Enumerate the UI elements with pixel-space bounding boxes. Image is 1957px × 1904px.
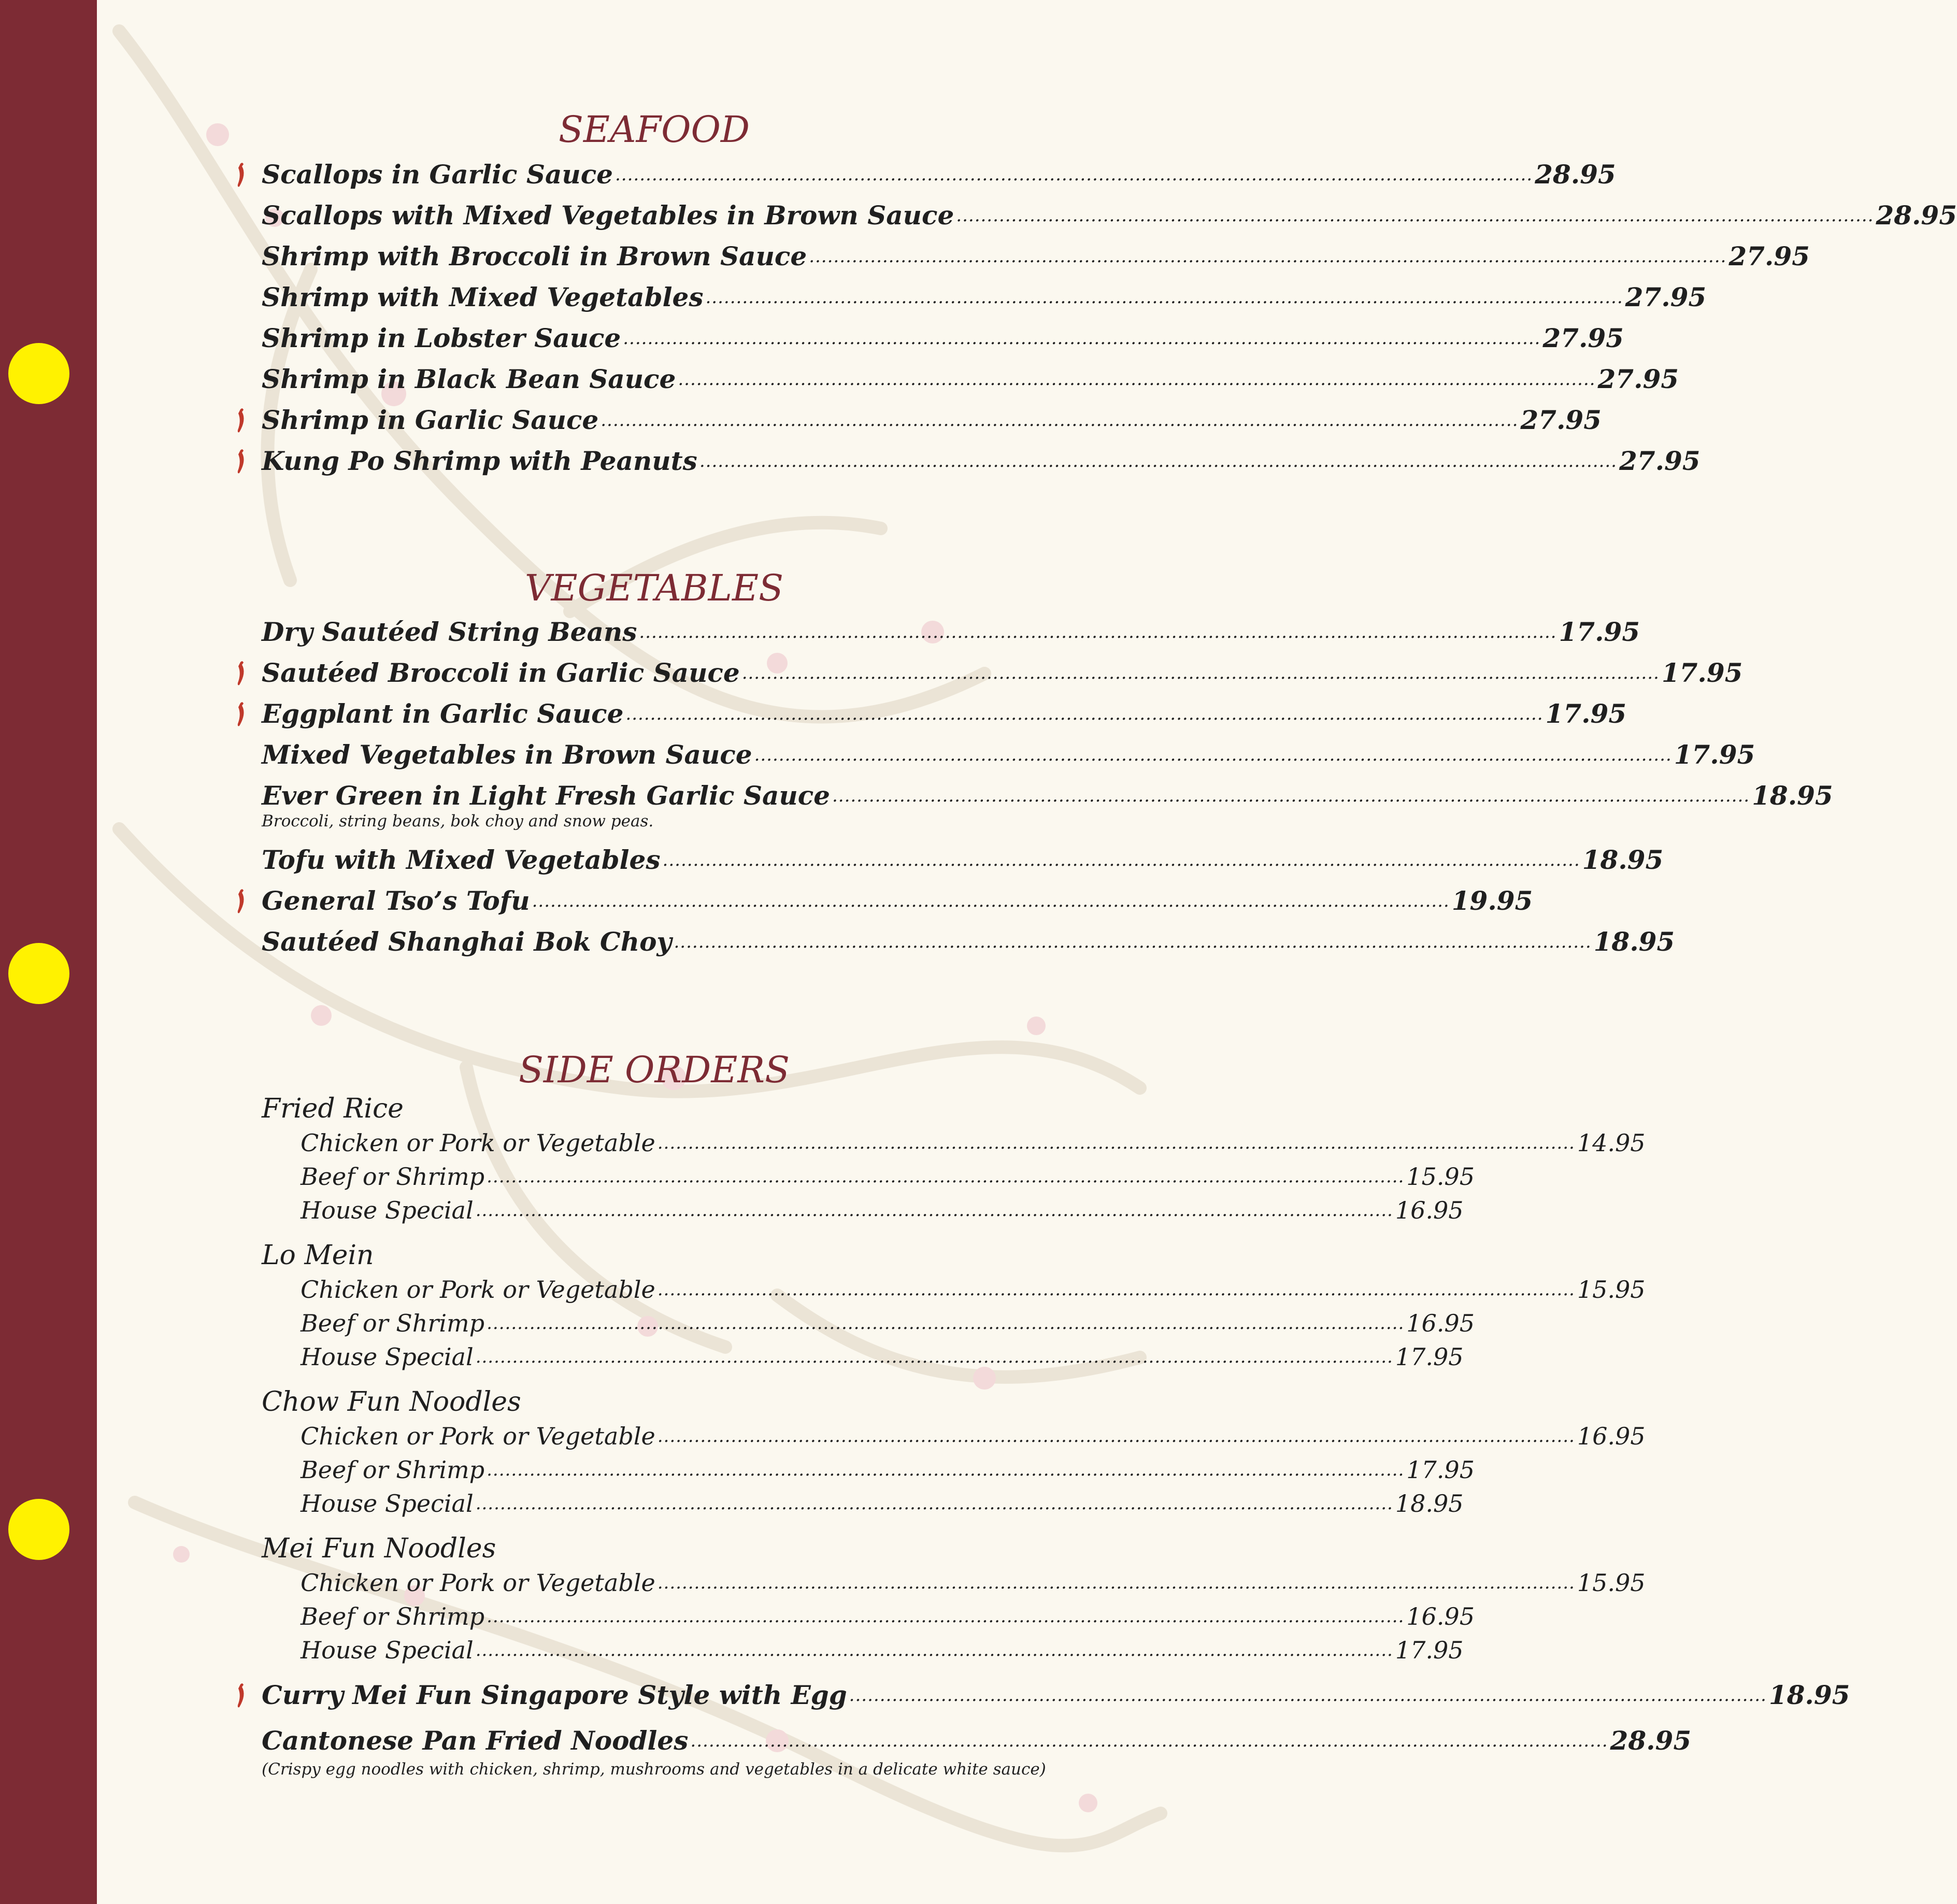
menu-item [301, 1485, 1464, 1522]
leader-dots: ...................................................................................................................................................... [487, 1166, 1405, 1187]
item-price: 17.95 [1395, 1343, 1464, 1371]
section-heading: SEAFOOD [558, 108, 750, 151]
section-heading: SIDE ORDERS [518, 1049, 790, 1091]
leader-dots: ...................................................................................................................................................... [475, 1640, 1393, 1660]
item-name: Tofu with Mixed Vegetables [262, 844, 661, 875]
item-name: Scallops with Mixed Vegetables in Brown Sauce [262, 200, 954, 231]
item-name: Beef or Shrimp [301, 1602, 485, 1630]
leader-dots: ...................................................................................................................................................... [487, 1606, 1405, 1627]
item-name: Sautéed Broccoli in Garlic Sauce [262, 657, 740, 688]
item-name: Beef or Shrimp [301, 1456, 485, 1484]
leader-dots: ...................................................................................................................................................... [657, 1572, 1575, 1593]
menu-item [262, 197, 1957, 234]
menu-item [301, 1565, 1646, 1601]
item-name: Curry Mei Fun Singapore Style with Egg [262, 1680, 847, 1710]
leader-dots: ...................................................................................................................................................... [754, 745, 1672, 765]
menu-item [262, 156, 1616, 193]
item-price: 18.95 [1593, 926, 1675, 957]
menu-item [262, 778, 1833, 814]
leader-dots: ...................................................................................................................................................... [678, 369, 1596, 390]
menu-item [262, 443, 1701, 479]
leader-dots: ...................................................................................................................................................... [956, 205, 1874, 226]
menu-item [262, 361, 1679, 397]
leader-dots: ...................................................................................................................................................... [639, 622, 1557, 642]
chili-pepper-icon [233, 448, 249, 475]
menu-item [262, 320, 1624, 356]
item-name: Sautéed Shanghai Bok Choy [262, 926, 672, 957]
item-name: Shrimp with Broccoli in Brown Sauce [262, 241, 807, 271]
item-description: (Crispy egg noodles with chicken, shrimp, mushrooms and vegetables in a delicate white sauce) [262, 1760, 1046, 1779]
item-price: 15.95 [1577, 1276, 1646, 1304]
item-name: Chicken or Pork or Vegetable [301, 1276, 655, 1304]
menu-item [301, 1632, 1464, 1668]
item-name: Ever Green in Light Fresh Garlic Sauce [262, 780, 830, 811]
leader-dots: ...................................................................................................................................................... [601, 410, 1519, 431]
leader-dots: ...................................................................................................................................................... [475, 1200, 1393, 1221]
chili-pepper-icon [233, 1682, 249, 1709]
leader-dots: ...................................................................................................................................................... [532, 891, 1450, 911]
item-name: Chicken or Pork or Vegetable [301, 1569, 655, 1597]
menu-item [262, 842, 1664, 878]
chili-pepper-icon [233, 407, 249, 434]
menu-item [262, 238, 1810, 275]
side-category: Lo Mein [262, 1240, 374, 1271]
menu-item [301, 1192, 1464, 1228]
item-price: 17.95 [1559, 617, 1640, 647]
side-category: Fried Rice [262, 1093, 404, 1124]
leader-dots: ...................................................................................................................................................... [657, 1279, 1575, 1300]
leader-dots: ...................................................................................................................................................... [690, 1730, 1608, 1751]
item-price: 18.95 [1582, 844, 1664, 875]
item-price: 27.95 [1729, 241, 1810, 271]
leader-dots: ...................................................................................................................................................... [657, 1426, 1575, 1447]
item-name: Chicken or Pork or Vegetable [301, 1422, 655, 1450]
item-price: 18.95 [1768, 1680, 1850, 1710]
item-name: Dry Sautéed String Beans [262, 617, 637, 647]
item-price: 28.95 [1876, 200, 1957, 231]
leader-dots: ...................................................................................................................................................... [625, 704, 1544, 724]
item-description: Broccoli, string beans, bok choy and snow peas. [262, 812, 654, 831]
menu-item [262, 924, 1675, 960]
item-price: 16.95 [1577, 1422, 1646, 1450]
menu-item [301, 1418, 1646, 1454]
leader-dots: ...................................................................................................................................................... [475, 1493, 1393, 1514]
item-price: 27.95 [1520, 405, 1602, 435]
item-price: 17.95 [1406, 1456, 1475, 1484]
chili-pepper-icon [233, 162, 249, 189]
leader-dots: ...................................................................................................................................................... [623, 328, 1541, 349]
item-price: 17.95 [1674, 739, 1755, 770]
item-name: House Special [301, 1636, 474, 1664]
item-name: Shrimp with Mixed Vegetables [262, 282, 704, 312]
menu-item [301, 1305, 1475, 1341]
item-price: 16.95 [1395, 1196, 1464, 1224]
item-name: Beef or Shrimp [301, 1163, 485, 1191]
item-name: House Special [301, 1490, 474, 1518]
item-price: 17.95 [1545, 698, 1627, 729]
item-price: 19.95 [1451, 885, 1533, 916]
menu-item [301, 1271, 1646, 1308]
item-name: Shrimp in Black Bean Sauce [262, 364, 676, 394]
side-category: Mei Fun Noodles [262, 1533, 496, 1564]
item-price: 16.95 [1406, 1309, 1475, 1337]
menu-item [262, 696, 1627, 732]
leader-dots: ...................................................................................................................................................... [849, 1685, 1767, 1706]
menu-item [262, 614, 1640, 650]
item-name: Chicken or Pork or Vegetable [301, 1129, 655, 1157]
item-price: 27.95 [1597, 364, 1679, 394]
item-price: 17.95 [1661, 657, 1743, 688]
item-name: Cantonese Pan Fried Noodles [262, 1725, 689, 1756]
menu-item [262, 737, 1755, 773]
item-name: Mixed Vegetables in Brown Sauce [262, 739, 752, 770]
leader-dots: ...................................................................................................................................................... [487, 1459, 1405, 1480]
item-price: 18.95 [1395, 1490, 1464, 1518]
item-name: House Special [301, 1343, 474, 1371]
menu-item [262, 1677, 1850, 1713]
item-name: Kung Po Shrimp with Peanuts [262, 446, 697, 476]
chili-pepper-icon [233, 701, 249, 728]
binder-hole [8, 943, 69, 1004]
leader-dots: ...................................................................................................................................................... [809, 246, 1727, 267]
chili-pepper-icon [233, 660, 249, 687]
chili-pepper-icon [233, 888, 249, 915]
menu-item [262, 655, 1743, 691]
item-price: 16.95 [1406, 1602, 1475, 1630]
item-price: 27.95 [1625, 282, 1707, 312]
leader-dots: ...................................................................................................................................................... [674, 932, 1592, 952]
leader-dots: ...................................................................................................................................................... [475, 1347, 1393, 1367]
item-price: 18.95 [1752, 780, 1833, 811]
leader-dots: ...................................................................................................................................................... [741, 663, 1660, 683]
item-price: 17.95 [1395, 1636, 1464, 1664]
item-price: 27.95 [1619, 446, 1701, 476]
section-heading: VEGETABLES [524, 567, 784, 609]
side-category: Chow Fun Noodles [262, 1386, 521, 1418]
item-price: 28.95 [1535, 159, 1616, 190]
leader-dots: ...................................................................................................................................................... [615, 164, 1533, 185]
menu-item [262, 883, 1533, 919]
item-price: 27.95 [1542, 323, 1624, 353]
item-name: Shrimp in Lobster Sauce [262, 323, 621, 353]
menu-item [301, 1125, 1646, 1161]
menu-item [262, 279, 1707, 316]
leader-dots: ...................................................................................................................................................... [705, 287, 1623, 308]
item-name: Shrimp in Garlic Sauce [262, 405, 599, 435]
item-name: General Tso’s Tofu [262, 885, 530, 916]
item-price: 28.95 [1610, 1725, 1692, 1756]
item-name: Scallops in Garlic Sauce [262, 159, 613, 190]
item-name: Eggplant in Garlic Sauce [262, 698, 624, 729]
binder-hole [8, 1499, 69, 1560]
item-price: 15.95 [1577, 1569, 1646, 1597]
menu-item [262, 1723, 1692, 1759]
leader-dots: ...................................................................................................................................................... [657, 1133, 1575, 1153]
item-price: 14.95 [1577, 1129, 1646, 1157]
menu-item [301, 1452, 1475, 1488]
item-name: House Special [301, 1196, 474, 1224]
leader-dots: ...................................................................................................................................................... [487, 1313, 1405, 1334]
leader-dots: ...................................................................................................................................................... [662, 850, 1580, 870]
menu-item [301, 1158, 1475, 1195]
binder-hole [8, 343, 69, 404]
leader-dots: ...................................................................................................................................................... [699, 451, 1617, 471]
menu-item [301, 1598, 1475, 1635]
item-name: Beef or Shrimp [301, 1309, 485, 1337]
item-price: 15.95 [1406, 1163, 1475, 1191]
leader-dots: ...................................................................................................................................................... [832, 785, 1750, 806]
menu-item [301, 1339, 1464, 1375]
menu-item [262, 402, 1602, 438]
